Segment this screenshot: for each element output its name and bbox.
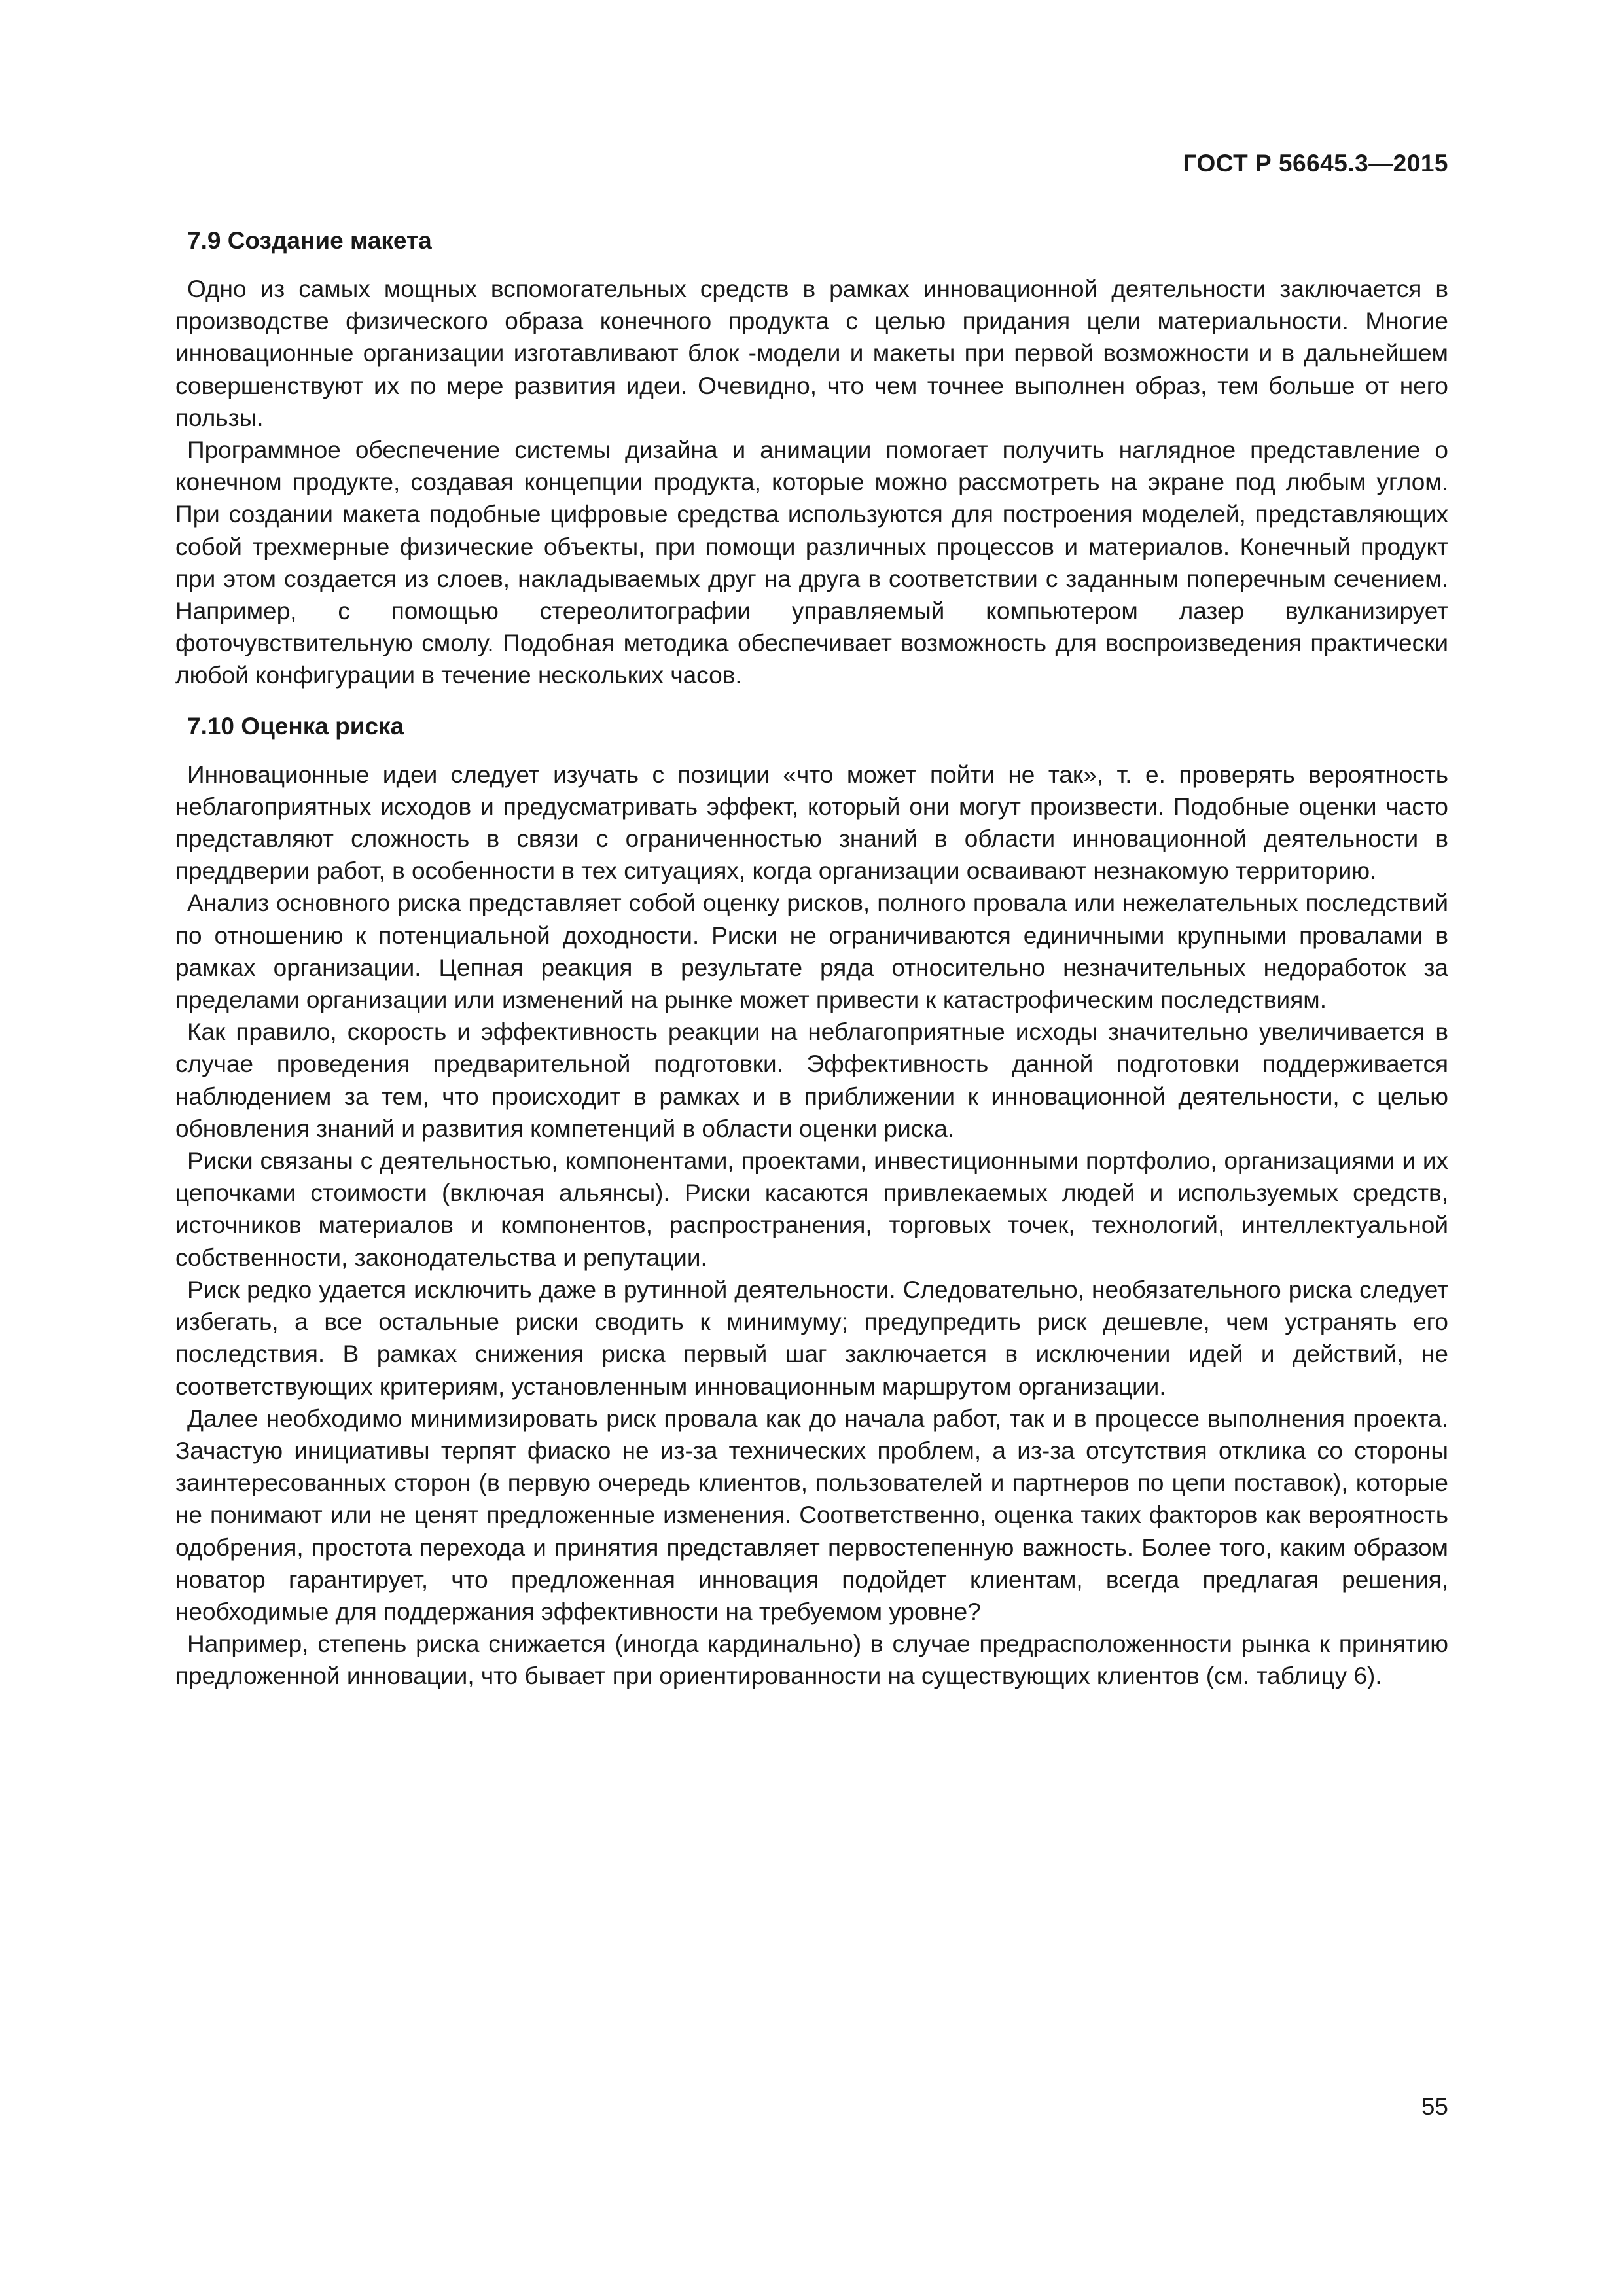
- page-number: 55: [1421, 2093, 1448, 2120]
- paragraph: Риск редко удается исключить даже в рутинной деятельности. Следовательно, необязательного риска следует избегать, а все остальные риски сводить к минимуму; предупредить риск дешевле, чем устранять его последствия. В рамках снижения риска первый шаг заключается в исключении идей и действий, не соответствующих критериям, установленным инновационным маршрутом организации.: [175, 1276, 1448, 1400]
- paragraph: Программное обеспечение системы дизайна и анимации помогает получить наглядное представление о конечном продукте, создавая концепции продукта, которые можно рассмотреть на экране под любым углом. При создании макета подобные цифровые средства используются для построения моделей, представляющих собой трехмерные физические объекты, при помощи различных процессов и материалов. Конечный продукт при этом создается из слоев, накладываемых друг на друга в соответствии с заданным поперечным сечением. Например, с помощью стереолитографии управляемый компьютером лазер вулканизирует фоточувствительную смолу. Подобная методика обеспечивает возможность для воспроизведения практически любой конфигурации в течение нескольких часов.: [175, 437, 1448, 689]
- section-title-7-10: 7.10 Оценка риска: [187, 712, 404, 740]
- paragraph: Риски связаны с деятельностью, компонентами, проектами, инвестиционными портфолио, организациями и их цепочками стоимости (включая альянсы). Риски касаются привлекаемых людей и используемых средств, источников материалов и компонентов, распространения, торговых точек, технологий, интеллектуальной собственности, законодательства и репутации.: [175, 1147, 1448, 1271]
- paragraph: Например, степень риска снижается (иногда кардинально) в случае предрасположенности рынка к принятию предложенной инновации, что бывает при ориентированности на существующих клиентов (см. таблицу 6).: [175, 1630, 1448, 1690]
- document-body: [175, 224, 1448, 1693]
- paragraph: Инновационные идеи следует изучать с позиции «что может пойти не так», т. е. проверять вероятность неблагоприятных исходов и предусматривать эффект, который они могут произвести. Подобные оценки часто представляют сложность в связи с ограниченностью знаний в области инновационной деятельности в преддверии работ, в особенности в тех ситуациях, когда организации осваивают незнакомую территорию.: [175, 761, 1448, 885]
- document-code: ГОСТ Р 56645.3—2015: [1183, 150, 1448, 177]
- paragraph: Одно из самых мощных вспомогательных средств в рамках инновационной деятельности заключается в производстве физического образа конечного продукта с целью придания цели материальности. Многие инновационные организации изготавливают блок -модели и макеты при первой возможности и в дальнейшем совершенствуют их по мере развития идеи. Очевидно, что чем точнее выполнен образ, тем больше от него пользы.: [175, 276, 1448, 431]
- paragraph: Как правило, скорость и эффективность реакции на неблагоприятные исходы значительно увеличивается в случае проведения предварительной подготовки. Эффективность данной подготовки поддерживается наблюдением за тем, что происходит в рамках и в приближении к инновационной деятельности, с целью обновления знаний и развития компетенций в области оценки риска.: [175, 1018, 1448, 1142]
- paragraph: Далее необходимо минимизировать риск провала как до начала работ, так и в процессе выполнения проекта. Зачастую инициативы терпят фиаско не из-за технических проблем, а из-за отсутствия отклика со стороны заинтересованных сторон (в первую очередь клиентов, пользователей и партнеров по цепи поставок), которые не понимают или не ценят предложенные изменения. Соответственно, оценка таких факторов как вероятность одобрения, простота перехода и принятия представляет первостепенную важность. Более того, каким образом новатор гарантирует, что предложенная инновация подойдет клиентам, всегда предлагая решения, необходимые для поддержания эффективности на требуемом уровне?: [175, 1405, 1448, 1625]
- paragraph: Анализ основного риска представляет собой оценку рисков, полного провала или нежелательных последствий по отношению к потенциальной доходности. Риски не ограничиваются единичными крупными провалами в рамках организации. Цепная реакция в результате ряда относительно незначительных недоработок за пределами организации или изменений на рынке может привести к катастрофическим последствиям.: [175, 889, 1448, 1014]
- section-title-7-9: 7.9 Создание макета: [187, 227, 432, 254]
